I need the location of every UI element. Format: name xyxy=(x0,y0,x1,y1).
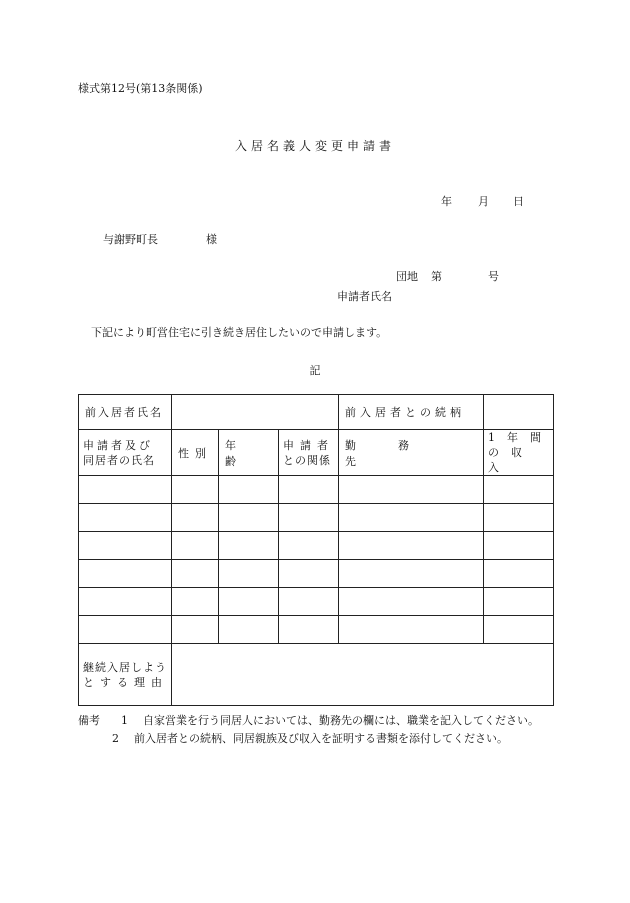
member-age-field[interactable] xyxy=(219,504,279,532)
notes-label: 備考 xyxy=(78,714,100,727)
date-day-label: 日 xyxy=(513,195,524,208)
member-row-4 xyxy=(79,560,554,588)
member-age-field[interactable] xyxy=(219,616,279,644)
member-name-field[interactable] xyxy=(79,616,172,644)
address-dai-label: 第 xyxy=(431,270,442,283)
reason-label xyxy=(79,644,172,706)
application-table xyxy=(78,394,554,706)
member-income-field[interactable] xyxy=(484,532,554,560)
member-relation-field[interactable] xyxy=(279,532,339,560)
income-header xyxy=(484,430,554,476)
prev-occupant-name-field[interactable] xyxy=(172,395,339,430)
notes-section xyxy=(78,712,539,748)
member-relation-field[interactable] xyxy=(279,560,339,588)
member-row-2 xyxy=(79,504,554,532)
member-sex-field[interactable] xyxy=(172,616,219,644)
applicant-name-label: 申請者氏名 xyxy=(337,290,392,303)
member-sex-field[interactable] xyxy=(172,560,219,588)
date-month-label: 月 xyxy=(478,195,489,208)
age-header: 年齢 xyxy=(219,430,279,476)
workplace-header: 勤務先 xyxy=(339,430,484,476)
address-go-label: 号 xyxy=(488,270,499,283)
member-relation-field[interactable] xyxy=(279,588,339,616)
note-item-1 xyxy=(78,712,539,730)
relation-to-prev-label: 前入居者との続柄 xyxy=(339,395,484,430)
note-item-1-text: 自家営業を行う同居人においては、勤務先の欄には、職業を記入してください。 xyxy=(143,714,539,727)
reason-label-line1: 継続入居しよう xyxy=(83,660,167,674)
reason-label-line2: とする理由 xyxy=(83,675,168,689)
member-workplace-field[interactable] xyxy=(339,616,484,644)
note-item-1-number: 1 xyxy=(121,714,128,727)
member-relation-field[interactable] xyxy=(279,476,339,504)
member-row-5 xyxy=(79,588,554,616)
member-name-field[interactable] xyxy=(79,476,172,504)
member-workplace-field[interactable] xyxy=(339,588,484,616)
member-relation-field[interactable] xyxy=(279,504,339,532)
relation-header-line1: 申請者 xyxy=(283,438,334,452)
member-name-field[interactable] xyxy=(79,504,172,532)
member-row-1 xyxy=(79,476,554,504)
note-item-2-number: 2 xyxy=(112,732,119,745)
relation-header-line2: との関係 xyxy=(283,453,331,467)
relation-header xyxy=(279,430,339,476)
member-name-field[interactable] xyxy=(79,560,172,588)
member-name-field[interactable] xyxy=(79,588,172,616)
addressee-honorific: 様 xyxy=(206,233,217,246)
date-year-label: 年 xyxy=(441,195,452,208)
member-income-field[interactable] xyxy=(484,504,554,532)
member-row-6 xyxy=(79,616,554,644)
member-income-field[interactable] xyxy=(484,616,554,644)
note-item-2-text: 前入居者との続柄、同居親族及び収入を証明する書類を添付してください。 xyxy=(134,732,508,745)
form-title: 入居名義人変更申請書 xyxy=(234,139,395,153)
prev-occupant-row xyxy=(79,395,554,430)
addressee-name: 与謝野町長 xyxy=(103,233,158,246)
member-workplace-field[interactable] xyxy=(339,560,484,588)
member-row-3 xyxy=(79,532,554,560)
sex-header: 性別 xyxy=(172,430,219,476)
relation-to-prev-field[interactable] xyxy=(484,395,554,430)
member-workplace-field[interactable] xyxy=(339,532,484,560)
member-workplace-field[interactable] xyxy=(339,476,484,504)
member-age-field[interactable] xyxy=(219,588,279,616)
member-age-field[interactable] xyxy=(219,560,279,588)
form-number: 様式第12号(第13条関係) xyxy=(78,82,203,95)
member-age-field[interactable] xyxy=(219,476,279,504)
member-income-field[interactable] xyxy=(484,560,554,588)
member-workplace-field[interactable] xyxy=(339,504,484,532)
statement-text: 下記により町営住宅に引き続き居住したいので申請します。 xyxy=(91,326,388,339)
member-relation-field[interactable] xyxy=(279,616,339,644)
reason-row xyxy=(79,644,554,706)
ki-heading: 記 xyxy=(309,364,321,377)
member-income-field[interactable] xyxy=(484,588,554,616)
income-header-line2: の収入 xyxy=(488,446,535,474)
member-sex-field[interactable] xyxy=(172,588,219,616)
prev-occupant-name-label: 前入居者氏名 xyxy=(79,395,172,430)
members-name-header xyxy=(79,430,172,476)
member-sex-field[interactable] xyxy=(172,532,219,560)
members-name-header-line2: 同居者の氏名 xyxy=(83,453,155,467)
member-name-field[interactable] xyxy=(79,532,172,560)
reason-field[interactable] xyxy=(172,644,554,706)
member-age-field[interactable] xyxy=(219,532,279,560)
member-sex-field[interactable] xyxy=(172,504,219,532)
member-income-field[interactable] xyxy=(484,476,554,504)
member-sex-field[interactable] xyxy=(172,476,219,504)
note-item-2 xyxy=(78,730,539,748)
members-header-row xyxy=(79,430,554,476)
income-header-line1: 1年間 xyxy=(488,431,554,444)
members-name-header-line1: 申請者及び xyxy=(83,438,153,452)
address-danchi-label: 団地 xyxy=(396,270,418,283)
